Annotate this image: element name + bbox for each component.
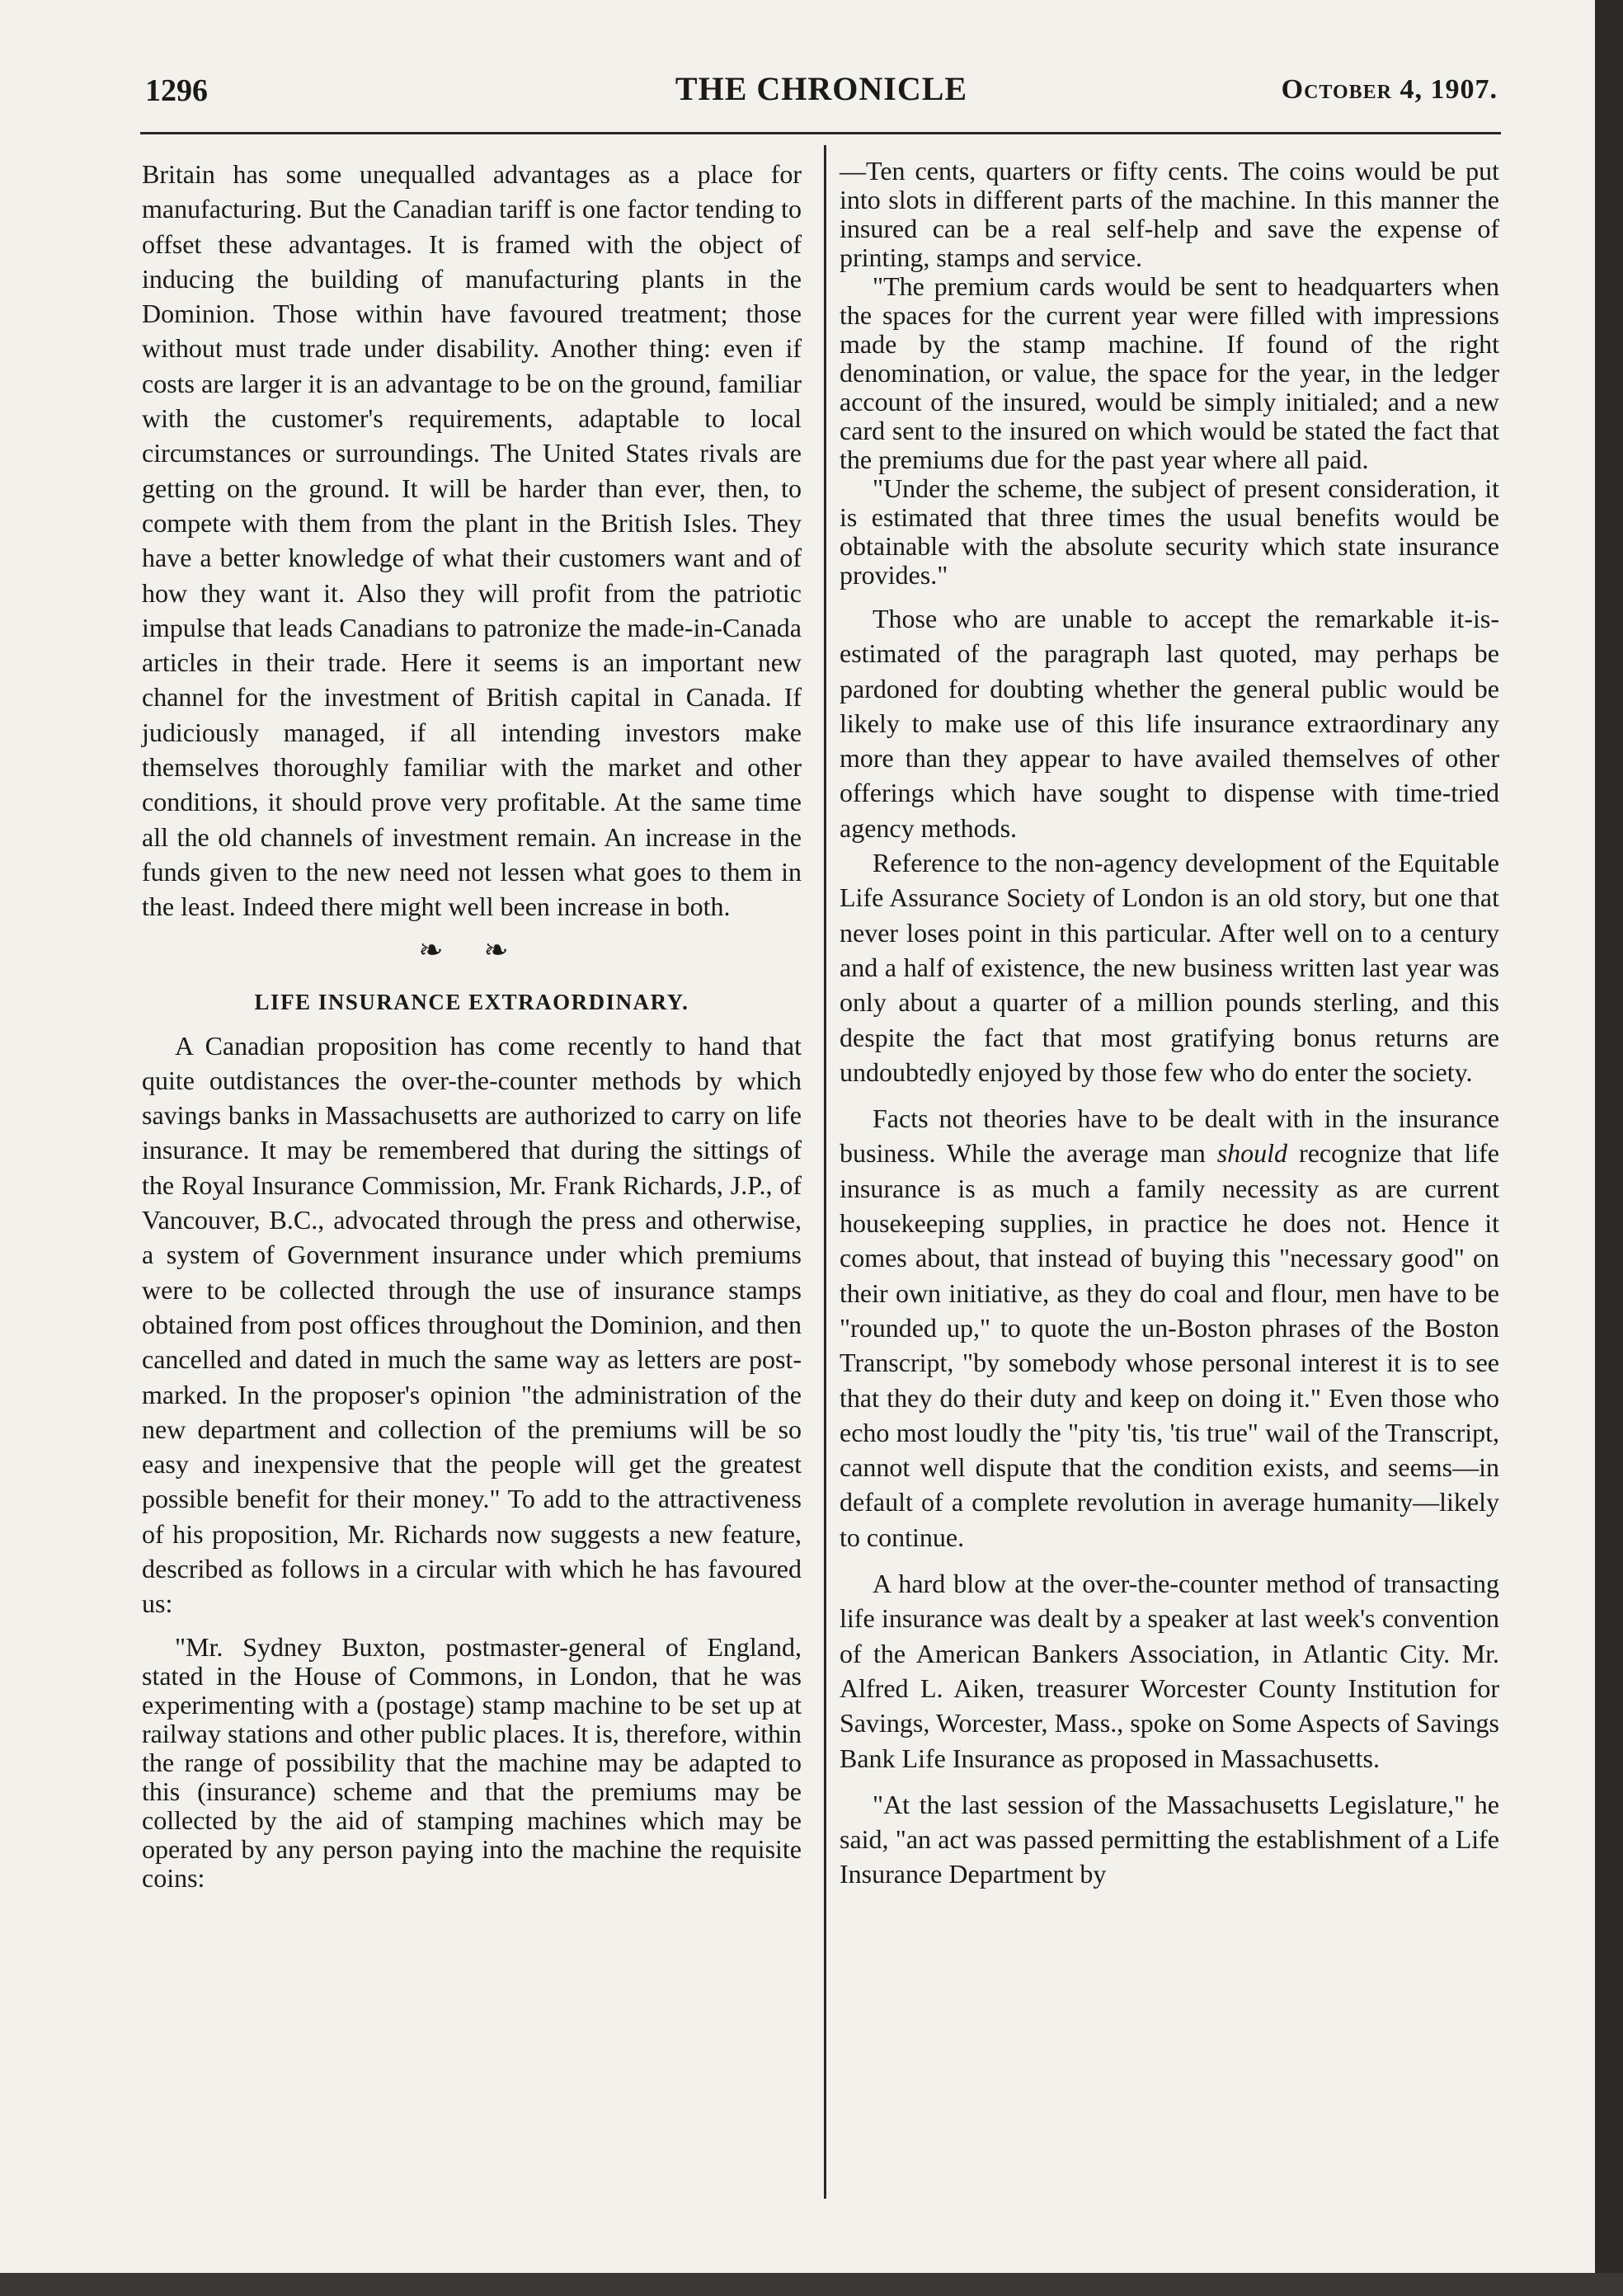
scan-edge-right [1595,0,1623,2296]
paragraph-text: Facts not theories have to be dealt with in the insurance business. While the average man [840,1103,1499,1169]
scan-edge-bottom [0,2273,1623,2296]
section-ornament: ❧ ❧ [418,933,525,967]
article-paragraph: "At the last session of the Massachusetts Legislature," he said, "an act was passed permitting the establishment of a Life Insurance Department by [840,1789,1499,1889]
issue-date: October 4, 1907. [1281,74,1498,105]
header-rule [140,132,1501,134]
article-paragraph: A hard blow at the over-the-counter method of transacting life insurance was dealt by a speaker at last week's convention of the American Bankers Association, in Atlantic City. Mr. Alfred L. Aiken, treasurer Worcester County Institution for Savings, Worcester, Mass., spoke on Some Aspects of Savings Bank Life Insurance as proposed in Massachusetts. [840,1569,1499,1773]
article-paragraph: Those who are unable to accept the remarkable it-is-estimated of the paragraph last quoted, may perhaps be pardoned for doubting whether the general public would be likely to make use of this life insurance extraordinary any more than they appear to have availed themselves of other offerings which have sought to dispense with time-tried agency methods. [840,604,1499,843]
article-heading: LIFE INSURANCE EXTRAORDINARY. [254,989,689,1014]
left-column [142,157,802,2194]
article-paragraph: A Canadian proposition has come recently to hand that quite outdistances the over-the-counter methods by which savings banks in Massachusetts are authorized to carry on life insurance. It may be remembered that during the sittings of the Royal Insurance Commission, Mr. Frank Richards, J.P., of Vancouver, B.C., advocated through the press and otherwise, a system of Government insurance under which premiums were to be collected through the use of insurance stamps obtained from post offices throughout the Dominion, and then cancelled and dated in much the same way as letters are post-marked. In the proposer's opinion "the administration of the new department and collection of the premiums will be so easy and inexpensive that the people will get the greatest possible benefit for their money." To add to the attractiveness of his proposition, Mr. Richards now suggests a new feature, described as follows in a circular with which he has favoured us: [142,1030,802,1619]
continued-paragraph: Britain has some unequalled advantages as a place for manufacturing. But the Canadian tariff is one factor tending to offset these advantages. It is framed with the object of inducing the building of manufacturing plants in the Dominion. Those within have favoured treatment; those without must trade under disability. Another thing: even if costs are larger it is an advantage to be on the ground, familiar with the customer's requirements, adaptable to local circumstances or surroundings. The United States rivals are getting on the ground. It will be harder than ever, then, to compete with them from the plant in the British Isles. They have a better knowledge of what their customers want and of how they want it. Also they will profit from the patriotic impulse that leads Canadians to patronize the made-in-Canada articles in their trade. Here it seems is an important new channel for the investment of British capital in Canada. If judiciously managed, if all intending investors make themselves thoroughly familiar with the market and other conditions, it should prove very profitable. At the same time all the old channels of investment remain. An increase in the funds given to the new need not lessen what goes to them in the least. Indeed there might well been increase in both. [142,159,802,922]
running-header [145,66,1498,124]
quoted-paragraph: "Mr. Sydney Buxton, postmaster-general of England, stated in the House of Commons, in London, that he was experimenting with a (postage) stamp machine to be set up at railway stations and other public places. It is, therefore, within the range of possibility that the machine may be adapted to this (insurance) scheme and that the premiums may be collected by the aid of stamping machines which may be operated by any person paying into the machine the requisite coins: [142,1631,802,1893]
article-paragraph: Reference to the non-agency development of the Equitable Life Assurance Society of London is an old story, but one that never loses point in this particular. After well on to a century and a half of existence, the new business written last year was only about a quarter of a million pounds sterling, and this despite the fact that most gratifying bonus returns are undoubtedly enjoyed by those few who do enter the society. [840,848,1499,1087]
quoted-paragraph: "Under the scheme, the subject of present consideration, it is estimated that three times the usual benefits would be obtainable with the absolute security which state insurance provides." [840,473,1499,590]
quoted-paragraph: —Ten cents, quarters or fifty cents. The coins would be put into slots in different parts of the machine. In this manner the insured can be a real self-help and save the expense of printing, stamps and service. [840,156,1499,272]
article-paragraph [840,1101,1499,1555]
emphasized-word: should [1216,1138,1288,1169]
paragraph-text: recognize that life insurance is as much a family necessity as are current housekeeping supplies, in practice he does not. Hence it comes about, that instead of buying this "necessary good" on their own initiative, as they do coal and flour, men have to be "rounded up," to quote the un-Boston phrases of the Boston Transcript, "by somebody whose personal interest it is to see that they do their duty and keep on doing it." Even those who echo most loudly the "pity 'tis, 'tis true" wail of the Transcript, cannot well dispute that the condition exists, and seems—in default of a complete revolution in average humanity—likely to continue. [840,1138,1500,1552]
page-number: 1296 [145,73,208,108]
column-divider [824,145,826,2199]
right-column [840,157,1499,2185]
quoted-paragraph: "The premium cards would be sent to headquarters when the spaces for the current year were filled with impressions made by the stamp machine. If found of the right denomination, or value, the space for the year, in the ledger account of the insured, would be simply initialed; and a new card sent to the insured on which would be stated the fact that the premiums due for the past year where all paid. [840,271,1499,474]
publication-title: THE CHRONICLE [675,70,968,107]
